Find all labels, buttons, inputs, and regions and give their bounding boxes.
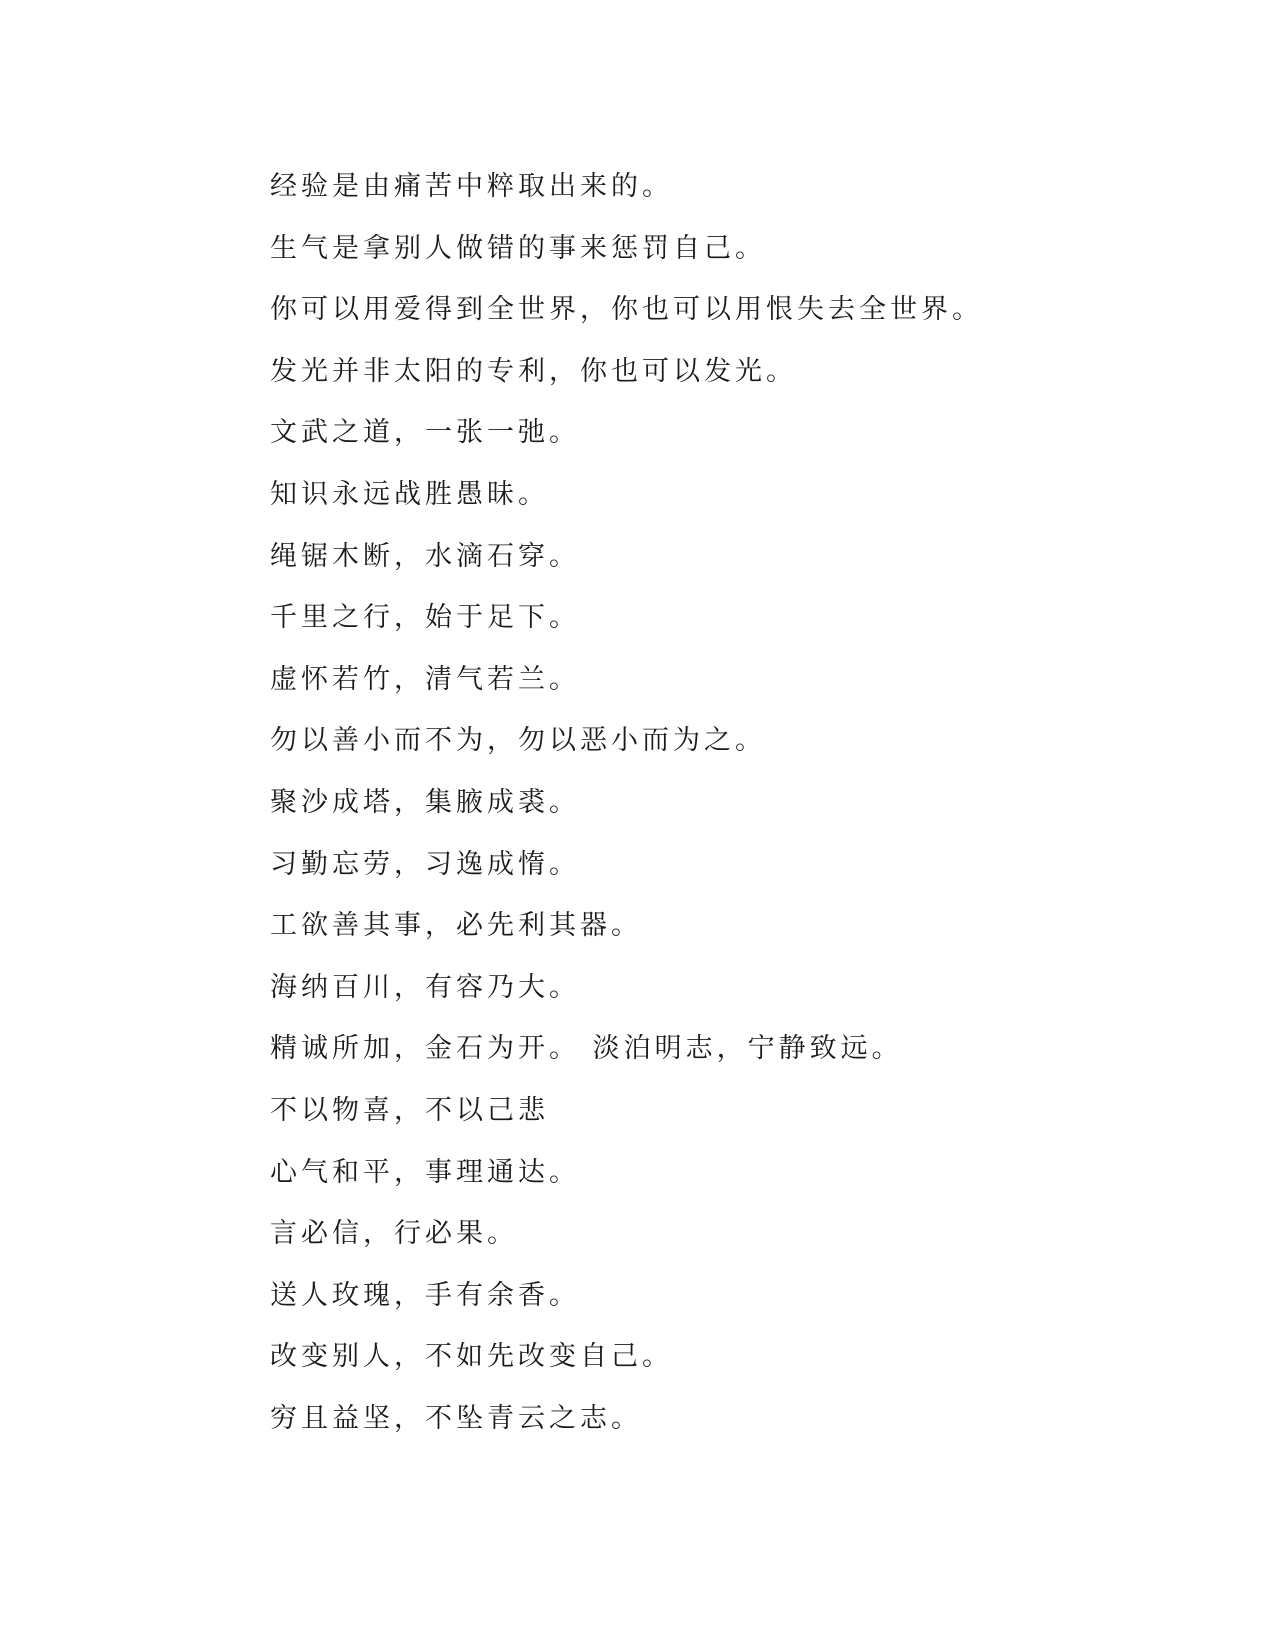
quote-line: 发光并非太阳的专利，你也可以发光。 [270, 355, 797, 387]
quote-line: 聚沙成塔，集腋成裘。 [270, 786, 580, 818]
quote-line: 虚怀若竹，清气若兰。 [270, 663, 580, 695]
quote-line: 心气和平，事理通达。 [270, 1156, 580, 1188]
quote-line: 不以物喜，不以己悲 [270, 1094, 549, 1126]
quote-line: 勿以善小而不为，勿以恶小而为之。 [270, 725, 766, 757]
quote-line: 你可以用爱得到全世界，你也可以用恨失去全世界。 [270, 294, 983, 326]
quote-line: 文武之道，一张一弛。 [270, 417, 580, 449]
quote-line: 改变别人，不如先改变自己。 [270, 1341, 673, 1373]
quote-line: 知识永远战胜愚昧。 [270, 478, 549, 510]
quote-list [270, 165, 1170, 1458]
quote-line: 绳锯木断，水滴石穿。 [270, 540, 580, 572]
quote-line: 穷且益坚，不坠青云之志。 [270, 1402, 642, 1434]
quote-line: 精诚所加，金石为开。 淡泊明志，宁静致远。 [270, 1033, 903, 1065]
quote-line: 经验是由痛苦中粹取出来的。 [270, 171, 673, 202]
quote-line: 海纳百川，有容乃大。 [270, 971, 580, 1003]
quote-line: 千里之行，始于足下。 [270, 602, 580, 634]
quote-line: 送人玫瑰，手有余香。 [270, 1279, 580, 1311]
quote-line: 习勤忘劳，习逸成惰。 [270, 848, 580, 880]
quote-line: 工欲善其事，必先利其器。 [270, 910, 642, 942]
quote-line: 言必信，行必果。 [270, 1218, 518, 1250]
quote-line: 生气是拿别人做错的事来惩罚自己。 [270, 232, 766, 264]
